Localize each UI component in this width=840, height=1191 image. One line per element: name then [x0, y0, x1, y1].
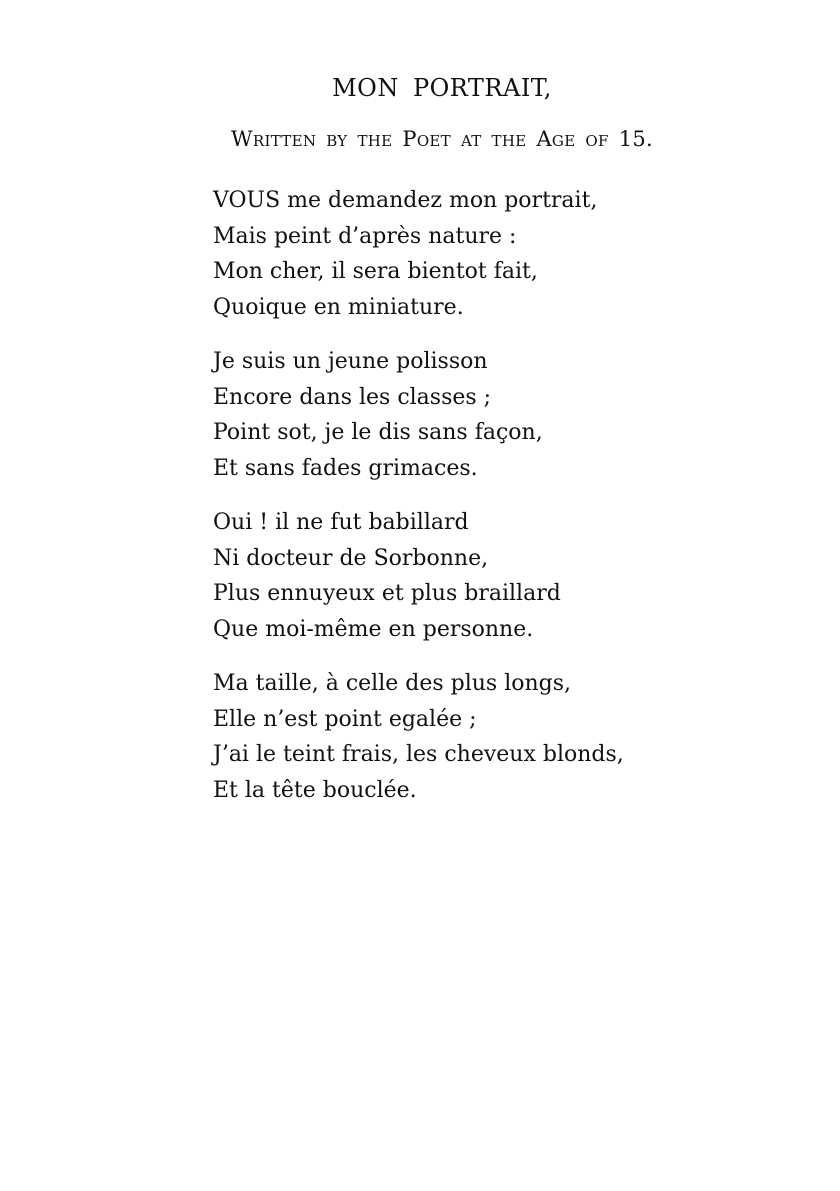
- poem-line: J’ai le teint frais, les cheveux blonds,: [213, 742, 624, 767]
- poem-line: Et sans fades grimaces.: [213, 455, 478, 481]
- poem-line: Que moi-même en personne.: [213, 616, 534, 642]
- poem-line: Je suis un jeune polisson: [213, 349, 488, 374]
- poem-body: [213, 183, 813, 827]
- poem-line: Plus ennuyeux et plus braillard: [213, 581, 561, 606]
- poem-line: Oui ! il ne fut babillard: [213, 510, 469, 535]
- poem-line: Quoique en miniature.: [213, 294, 464, 320]
- poem-line: Elle n’est point egalée ;: [213, 706, 477, 732]
- poem-line: Encore dans les classes ;: [213, 384, 492, 410]
- poem-line: Point sot, je le dis sans façon,: [213, 420, 543, 445]
- poem-subtitle: Written by the Poet at the Age of 15.: [231, 127, 653, 151]
- poem-line: Ma taille, à celle des plus longs,: [213, 671, 572, 696]
- stanza-2: [213, 344, 813, 486]
- stanza-3: [213, 505, 813, 647]
- poem-line: VOUS me demandez mon portrait,: [213, 188, 598, 213]
- poem-line: Ni docteur de Sorbonne,: [213, 545, 489, 571]
- poem-line: Mon cher, il sera bientot fait,: [213, 259, 538, 284]
- stanza-1: [213, 183, 813, 325]
- poem-line: Mais peint d’après nature :: [213, 223, 517, 249]
- poem-title: MON PORTRAIT,: [332, 74, 552, 102]
- stanza-4: [213, 666, 813, 808]
- poem-line: Et la tête bouclée.: [213, 777, 417, 803]
